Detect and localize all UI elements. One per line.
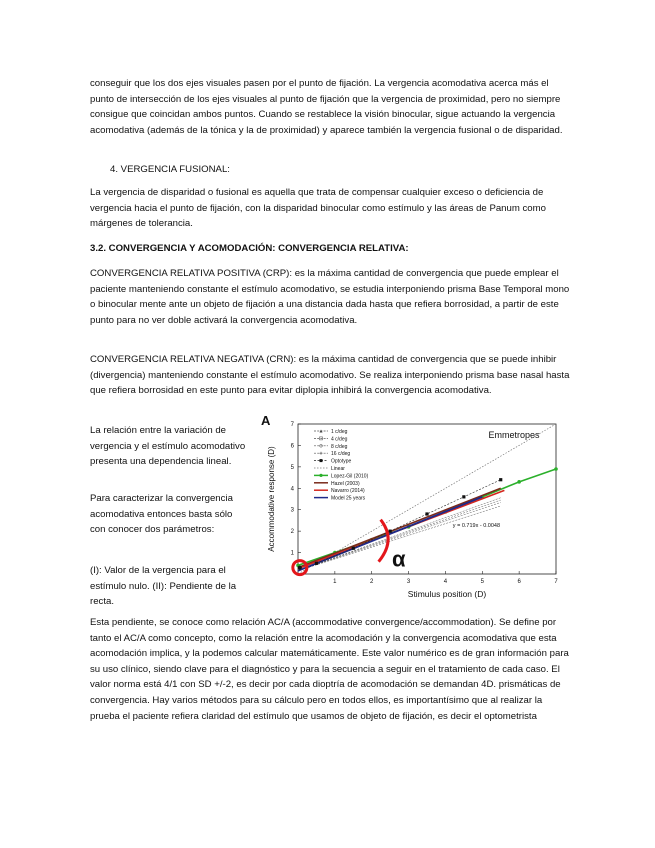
legend-label: Linear xyxy=(331,466,345,472)
optotype-point xyxy=(315,562,318,565)
paragraph-1: conseguir que los dos ejes visuales pasen por el punto de fijación. La vergencia acomodativa acerca más el punto de intersección de los ejes visuales al punto de fijación que la vergencia de proximidad, pero no siempre consigue que coincidan ambos puntos. Cuando se restablece la visión binocular, sigue actuando la vergencia acomodativa (además de la tónica y la de proximidad) y aparece también la vergencia fusional o de disparidad. xyxy=(90,78,563,136)
alpha-symbol: α xyxy=(391,546,406,572)
x-tick-label: 3 xyxy=(406,579,411,585)
optotype-point xyxy=(499,478,502,481)
x-tick-label: 7 xyxy=(554,579,558,585)
lopez-gil-point xyxy=(517,480,521,484)
legend-label: 4 c/deg xyxy=(331,436,348,443)
x-tick-label: 4 xyxy=(443,579,448,585)
x-tick-label: 1 xyxy=(333,579,337,585)
legend-marker xyxy=(320,459,323,462)
plot-area xyxy=(291,422,559,585)
legend-label: Hazel (2003) xyxy=(331,480,360,487)
legend-label: Lopez-Gil (2010) xyxy=(331,473,369,480)
alpha-arc xyxy=(379,520,389,562)
x-tick-label: 2 xyxy=(370,579,374,585)
list-item-4: 4. VERGENCIA FUSIONAL: xyxy=(110,164,230,175)
accommodation-chart xyxy=(252,412,572,608)
legend-label: 1 c/deg xyxy=(331,429,348,435)
y-tick-label: 5 xyxy=(290,464,294,471)
y-tick-label: 2 xyxy=(290,529,294,536)
optotype-point xyxy=(352,547,355,550)
paragraph-crp: CONVERGENCIA RELATIVA POSITIVA (CRP): es la máxima cantidad de convergencia que puede emplear el paciente manteniendo constante el estímulo acomodativo, se estudia interponiendo prisma Base Temporal mono o binocular mente ante un objeto de fijación a una distancia dada hasta que refiera borrosidad, a partir de este punto para no ver doble activará la convergencia acomodativa. xyxy=(90,268,570,326)
legend-marker xyxy=(319,474,322,477)
regression-equation: y = 0.719x - 0.0048 xyxy=(452,522,501,529)
optotype-point xyxy=(389,530,392,533)
accommodation-figure xyxy=(252,412,572,608)
y-tick-label: 6 xyxy=(290,443,294,450)
origin-point xyxy=(298,566,302,570)
paragraph-aca: Esta pendiente, se conoce como relación AC/A (accommodative convergence/accommodation). Se define por tanto el AC/A como concepto, como la relación entre la acomodación y la convergencia acomodativa que esta acomodación implica, y la podemos calcular matemáticamente. Este valor numérico es de gran información para su uso clínico, siendo clave para el diagnóstico y para la secuencia a seguir en el tratamiento de cada caso. El valor norma está 4/1 con SD +/-2, es decir por cada dioptría de acomodación se demandan 4D. prismáticas de convergencia. Hay varios métodos para su cálculo pero en todos ellos, es importantísimo que al realizar la prueba el paciente refiera claridad del estímulo que usamos de objeto de fijación, es decir el optometrista xyxy=(90,617,569,722)
side-text-3: (I): Valor de la vergencia para el estímulo nulo. (II): Pendiente de la recta. xyxy=(90,565,237,608)
legend-label: Optotype xyxy=(331,458,352,465)
series-line-model-25-years xyxy=(298,497,482,571)
x-tick-label: 6 xyxy=(517,579,521,585)
legend-label: 16 c/deg xyxy=(331,451,351,458)
legend-marker xyxy=(320,452,323,455)
legend-label: Navarro (2014) xyxy=(331,488,365,495)
paragraph-crn: CONVERGENCIA RELATIVA NEGATIVA (CRN): es la máxima cantidad de convergencia que se puede inhibir (divergencia) manteniendo constante el estímulo acomodativo. Se realiza interponiendo prisma base nasal hasta que refiera borrosidad en este punto para evitar diplopia inhibirá la convergencia acomodativa. xyxy=(90,354,570,397)
side-text-1: La relación entre la variación de vergencia y el estímulo acomodativo presenta una dependencia lineal. xyxy=(90,425,246,468)
y-tick-label: 4 xyxy=(290,486,294,493)
optotype-point xyxy=(462,495,465,498)
side-text-2: Para caracterizar la convergencia acomodativa entonces basta sólo con conocer dos parámetros: xyxy=(90,493,233,536)
y-tick-label: 1 xyxy=(290,550,294,557)
legend-label: Model 25 years xyxy=(331,495,366,502)
y-axis-label: Accommodative response (D) xyxy=(267,446,276,552)
lopez-gil-point xyxy=(554,467,558,471)
legend-label: 8 c/deg xyxy=(331,443,348,450)
y-tick-label: 7 xyxy=(290,422,294,428)
chart-title: Emmetropes xyxy=(488,430,540,440)
section-heading: 3.2. CONVERGENCIA Y ACOMODACIÓN: CONVERGENCIA RELATIVA: xyxy=(90,243,409,254)
panel-label: A xyxy=(261,413,271,428)
x-tick-label: 5 xyxy=(480,579,484,585)
x-axis-label: Stimulus position (D) xyxy=(407,589,487,599)
y-tick-label: 3 xyxy=(290,507,294,514)
optotype-point xyxy=(425,512,428,515)
paragraph-2: La vergencia de disparidad o fusional es aquella que trata de compensar cualquier exceso o deficiencia de vergencia hacia el punto de fijación, con la disparidad binocular como estímulo y las áreas de Panum como márgenes de tolerancia. xyxy=(90,187,546,230)
